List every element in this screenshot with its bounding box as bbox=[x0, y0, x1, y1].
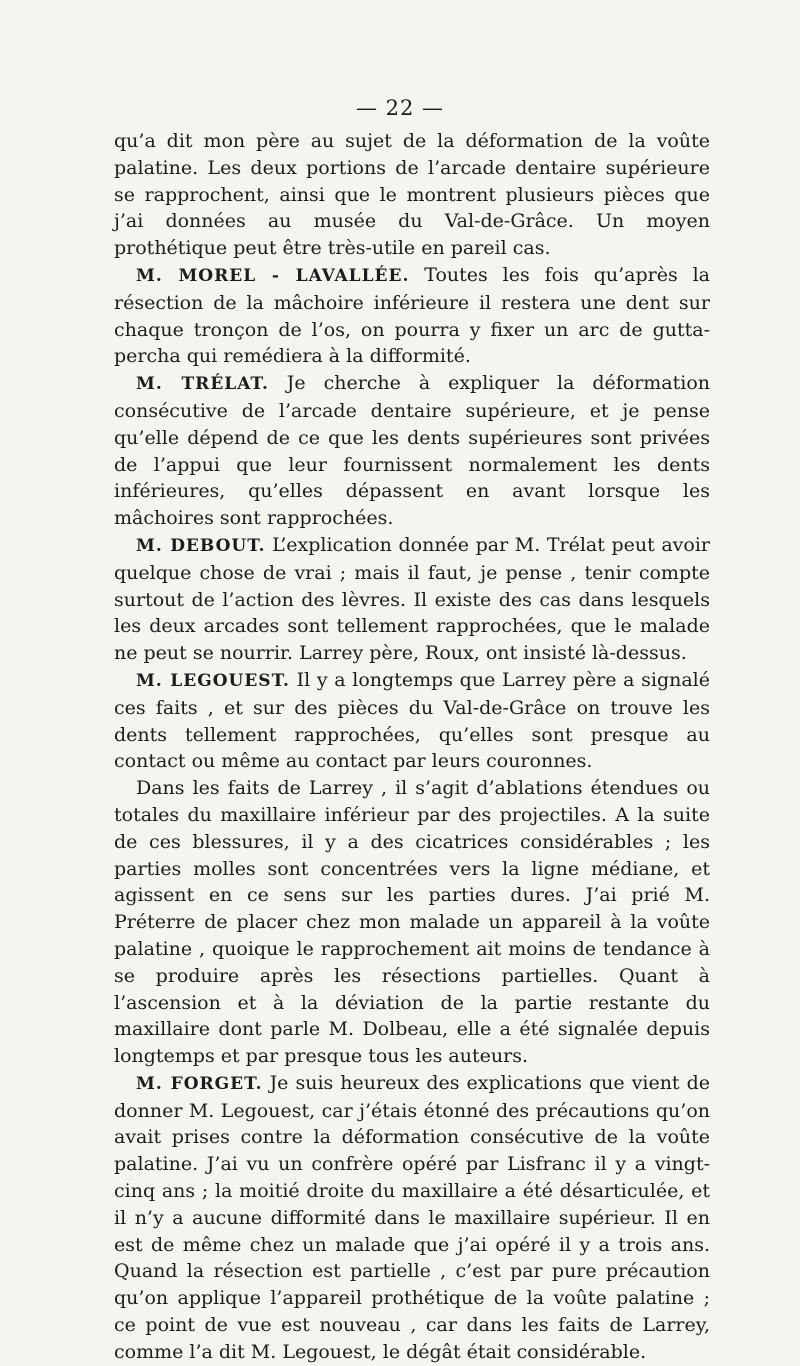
paragraph bbox=[114, 667, 710, 775]
paragraph bbox=[114, 775, 710, 1070]
speaker-name: M. LEGOUEST. bbox=[136, 670, 290, 691]
speaker-name: M. TRÉLAT. bbox=[136, 374, 269, 395]
paragraph-text: Dans les faits de Larrey , il s’agit d’ablations étendues ou totales du maxillaire inférieur par des projectiles. A la suite de ces blessures, il y a des cicatrices considérables ; les parties molles sont concentrées vers la ligne médiane, et agissent en ce sens sur les parties dures. J’ai prié M. Préterre de placer chez mon malade un appareil à la voûte palatine , quoique le rapprochement ait moins de tendance à se produire après les résections partielles. Quant à l’ascension et à la déviation de la partie restante du maxillaire dont parle M. Dolbeau, elle a été signalée depuis longtemps et par presque tous les auteurs. bbox=[114, 777, 710, 1068]
body-text bbox=[114, 128, 710, 1366]
speaker-name: M. FORGET. bbox=[136, 1073, 263, 1094]
speaker-name: M. DEBOUT. bbox=[136, 535, 266, 556]
paragraph-text: Toutes les fois qu’après la résection de la mâchoire inférieure il restera une dent sur chaque tronçon de l’os, on pourra y fixer un arc de gutta-percha qui remédiera à la difformité. bbox=[114, 263, 710, 368]
paragraph-text: Je suis heureux des explications que vient de donner M. Legouest, car j’étais étonné des précautions qu’on avait prises contre la déformation consécutive de la voûte palatine. J’ai vu un confrère opéré par Lisfranc il y a vingt-cinq ans ; la moitié droite du maxillaire a été désarticulée, et il n’y a aucune difformité dans le maxillaire supérieur. Il en est de même chez un malade que j’ai opéré il y a trois ans. Quand la résection est partielle , c’est par pure précaution qu’on applique l’appareil prothétique de la voûte palatine ; ce point de vue est nouveau , car dans les faits de Larrey, comme l’a dit M. Legouest, le dégât était considérable. bbox=[114, 1071, 711, 1363]
paragraph bbox=[114, 532, 710, 667]
paragraph-text: qu’a dit mon père au sujet de la déformation de la voûte palatine. Les deux portions de l’arcade dentaire supérieure se rapprochent, ainsi que le montrent plusieurs pièces que j’ai données au musée du Val-de-Grâce. Un moyen prothétique peut être très-utile en pareil cas. bbox=[114, 130, 710, 260]
paragraph-text: Il y a longtemps que Larrey père a signalé ces faits , et sur des pièces du Val-de-Grâce on trouve les dents tellement rapprochées, qu’elles sont presque au contact ou même au contact par leurs couronnes. bbox=[114, 668, 710, 773]
paragraph-text: L’explication donnée par M. Trélat peut avoir quelque chose de vrai ; mais il faut, je pense , tenir compte surtout de l’action des lèvres. Il existe des cas dans lesquels les deux arcades sont tellement rapprochées, que le malade ne peut se nourrir. Larrey père, Roux, ont insisté là-dessus. bbox=[114, 533, 710, 665]
page-number: — 22 — bbox=[355, 96, 445, 120]
paragraph bbox=[114, 1070, 710, 1366]
paragraph-text: Je cherche à expliquer la déformation consécutive de l’arcade dentaire supérieure, et je pense qu’elle dépend de ce que les dents supérieures sont privées de l’appui que leur fournissent normalement les dents inférieures, qu’elles dépassent en avant lorsque les mâchoires sont rapprochées. bbox=[114, 372, 711, 530]
paragraph bbox=[114, 128, 710, 262]
paragraph bbox=[114, 370, 710, 532]
speaker-name: M. MOREL - LAVALLÉE. bbox=[136, 265, 410, 286]
paragraph bbox=[114, 262, 710, 370]
